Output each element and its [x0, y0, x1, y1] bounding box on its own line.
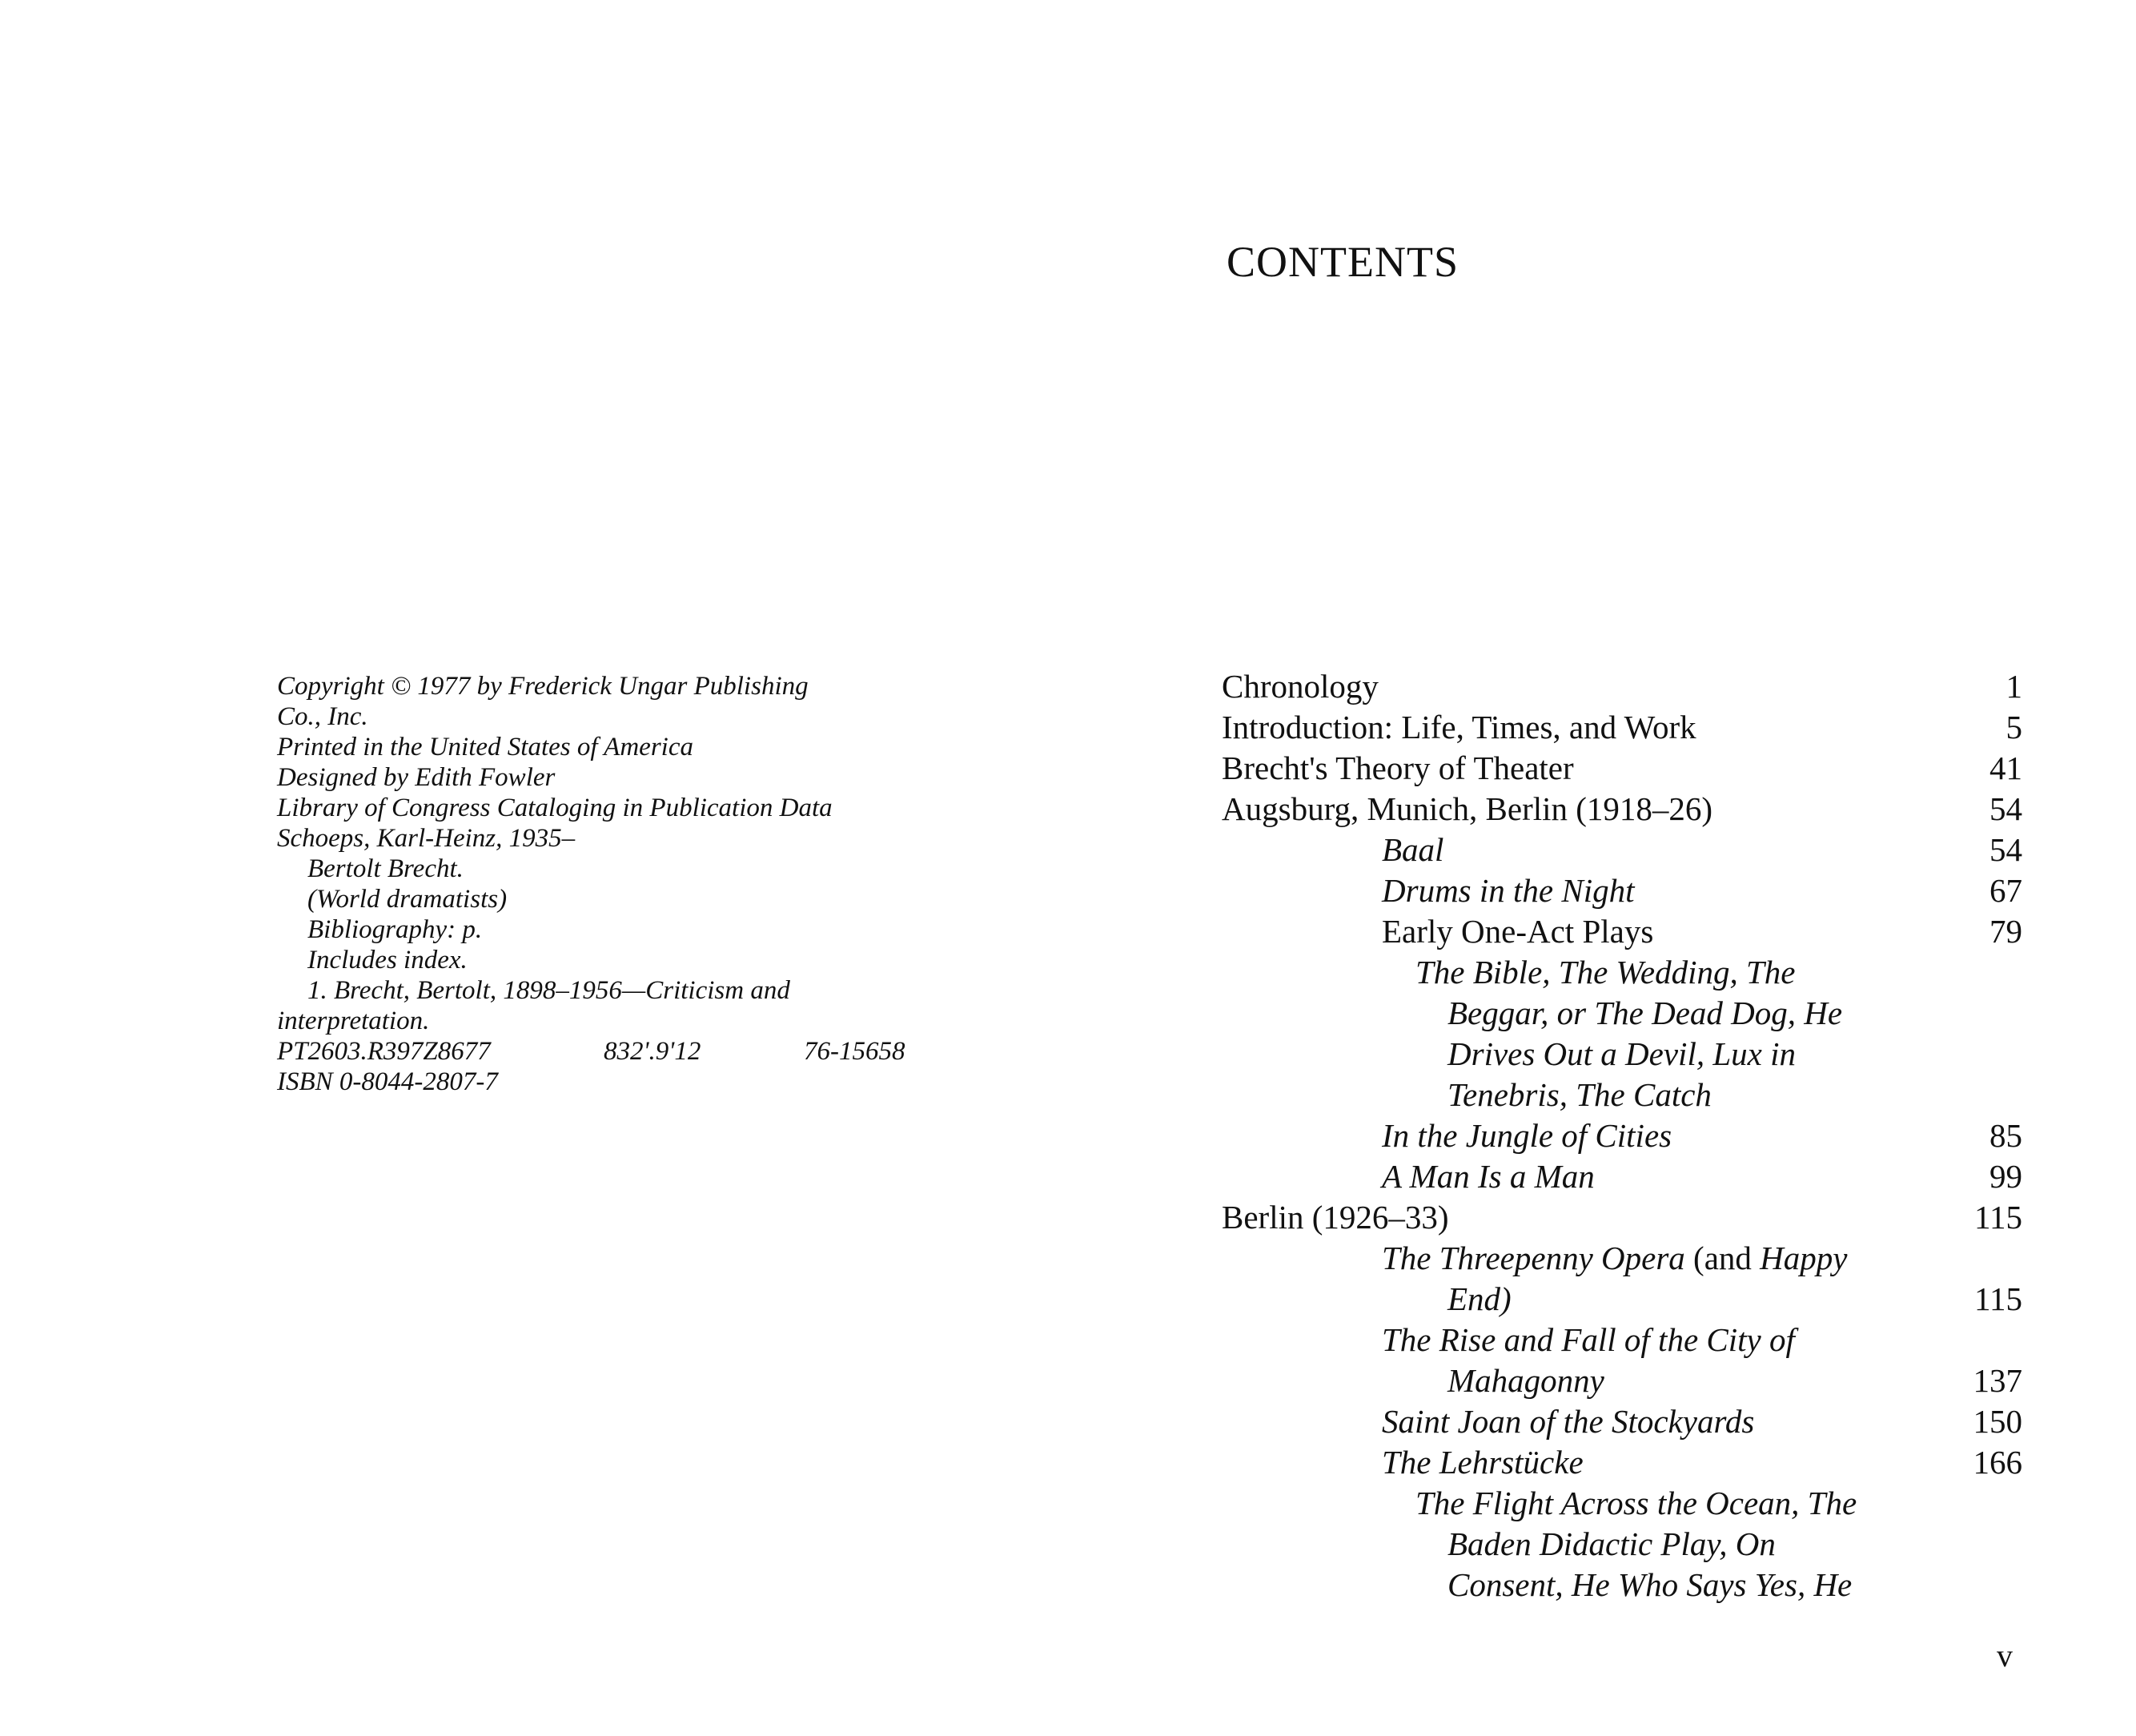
toc-entry-page: 115 — [1974, 1280, 2022, 1317]
toc-entry-label: In the Jungle of Cities — [1382, 1117, 1672, 1154]
toc-entry — [1222, 1483, 2022, 1524]
toc-entry — [1222, 748, 2022, 789]
toc-entry — [1222, 1156, 2022, 1197]
printed-line: Printed in the United States of America — [277, 733, 693, 762]
toc-entry-page: 166 — [1973, 1444, 2022, 1481]
designer-line: Designed by Edith Fowler — [277, 763, 556, 792]
toc-entry-page: 54 — [1989, 790, 2022, 827]
toc-entry-label: Tenebris, The Catch — [1447, 1076, 1712, 1113]
page-title: CONTENTS — [1227, 238, 1459, 286]
toc-entry-page: 137 — [1973, 1362, 2022, 1399]
toc-entry-page: 1 — [2006, 668, 2022, 705]
toc-entry-label: Drives Out a Devil, Lux in — [1447, 1035, 1796, 1072]
toc-entry-page: 79 — [1989, 913, 2022, 950]
toc-entry — [1222, 1238, 2022, 1279]
toc-entry-label: The Bible, The Wedding, The — [1415, 954, 1796, 991]
toc-entry-continuation — [1222, 1360, 2022, 1401]
toc-entry — [1222, 1401, 2022, 1442]
toc-entry-label: Berlin (1926–33) — [1222, 1199, 1449, 1236]
toc-entry-label: Augsburg, Munich, Berlin (1918–26) — [1222, 790, 1713, 827]
toc-entry-page: 115 — [1974, 1199, 2022, 1236]
index-line: Includes index. — [307, 946, 468, 974]
dewey-number: 832'.9'12 — [604, 1037, 701, 1066]
toc-entry-continuation — [1222, 1565, 2022, 1605]
toc-entry — [1222, 1115, 2022, 1156]
toc-entry-label: Baden Didactic Play, On — [1447, 1525, 1776, 1562]
toc-entry-page: 85 — [1989, 1117, 2022, 1154]
toc-entry-page: 99 — [1989, 1158, 2022, 1195]
toc-entry-label: The Rise and Fall of the City of — [1382, 1321, 1795, 1358]
toc-entry-label: Mahagonny — [1447, 1362, 1604, 1399]
toc-entry-label: Baal — [1382, 831, 1444, 868]
toc-entry — [1222, 952, 2022, 993]
toc-entry — [1222, 789, 2022, 830]
cip-heading: Library of Congress Cataloging in Publication Data — [277, 794, 833, 822]
table-of-contents — [1222, 666, 2022, 1605]
toc-entry-label-italic: Happy — [1760, 1240, 1848, 1276]
toc-entry-label: A Man Is a Man — [1382, 1158, 1595, 1195]
toc-entry-label: The Flight Across the Ocean, The — [1415, 1485, 1857, 1521]
toc-entry-continuation — [1222, 1034, 2022, 1075]
toc-entry-page: 54 — [1989, 831, 2022, 868]
subject-line: 1. Brecht, Bertolt, 1898–1956—Criticism and — [307, 976, 790, 1005]
toc-entry-label: Introduction: Life, Times, and Work — [1222, 709, 1696, 745]
copyright-line: Copyright © 1977 by Frederick Ungar Publishing — [277, 672, 809, 701]
bibliography-line: Bibliography: p. — [307, 915, 483, 944]
toc-entry-continuation — [1222, 1279, 2022, 1320]
toc-entry-label: Brecht's Theory of Theater — [1222, 749, 1574, 786]
subject-line-cont: interpretation. — [277, 1007, 430, 1035]
toc-entry-label-italic: The Threepenny Opera — [1382, 1240, 1685, 1276]
toc-entry — [1222, 707, 2022, 748]
toc-entry — [1222, 1442, 2022, 1483]
lccn: 76-15658 — [804, 1037, 905, 1066]
toc-entry — [1222, 870, 2022, 911]
toc-entry — [1222, 1197, 2022, 1238]
toc-entry — [1222, 911, 2022, 952]
call-number: PT2603.R397Z8677 — [277, 1037, 491, 1066]
toc-entry-label: Chronology — [1222, 668, 1379, 705]
copyright-line: Co., Inc. — [277, 702, 368, 731]
toc-entry-label: Saint Joan of the Stockyards — [1382, 1403, 1755, 1440]
isbn: ISBN 0-8044-2807-7 — [277, 1067, 498, 1096]
toc-entry-label: Consent, He Who Says Yes, He — [1447, 1566, 1853, 1603]
page-number: v — [1997, 1638, 2013, 1674]
toc-entry-page: 41 — [1989, 749, 2022, 786]
toc-entry-label-roman: (and — [1684, 1240, 1761, 1276]
toc-entry-label: Drums in the Night — [1382, 872, 1635, 909]
toc-entry-continuation — [1222, 993, 2022, 1034]
catalog-numbers — [277, 1036, 913, 1067]
toc-entry-page: 67 — [1989, 872, 2022, 909]
toc-entry-label: Early One-Act Plays — [1382, 913, 1654, 950]
toc-entry-label: The Lehrstücke — [1382, 1444, 1584, 1481]
toc-entry-continuation — [1222, 1524, 2022, 1565]
author-line: Schoeps, Karl-Heinz, 1935– — [277, 824, 576, 853]
title-line: Bertolt Brecht. — [307, 854, 464, 883]
toc-entry — [1222, 666, 2022, 707]
toc-entry-label: End) — [1447, 1280, 1512, 1317]
toc-entry — [1222, 1320, 2022, 1360]
copyright-block — [277, 671, 933, 1097]
toc-entry-label: Beggar, or The Dead Dog, He — [1447, 995, 1843, 1031]
series-line: (World dramatists) — [307, 885, 508, 914]
toc-entry-page: 150 — [1973, 1403, 2022, 1440]
toc-entry — [1222, 830, 2022, 870]
toc-entry-continuation — [1222, 1075, 2022, 1115]
toc-entry-page: 5 — [2006, 709, 2022, 745]
